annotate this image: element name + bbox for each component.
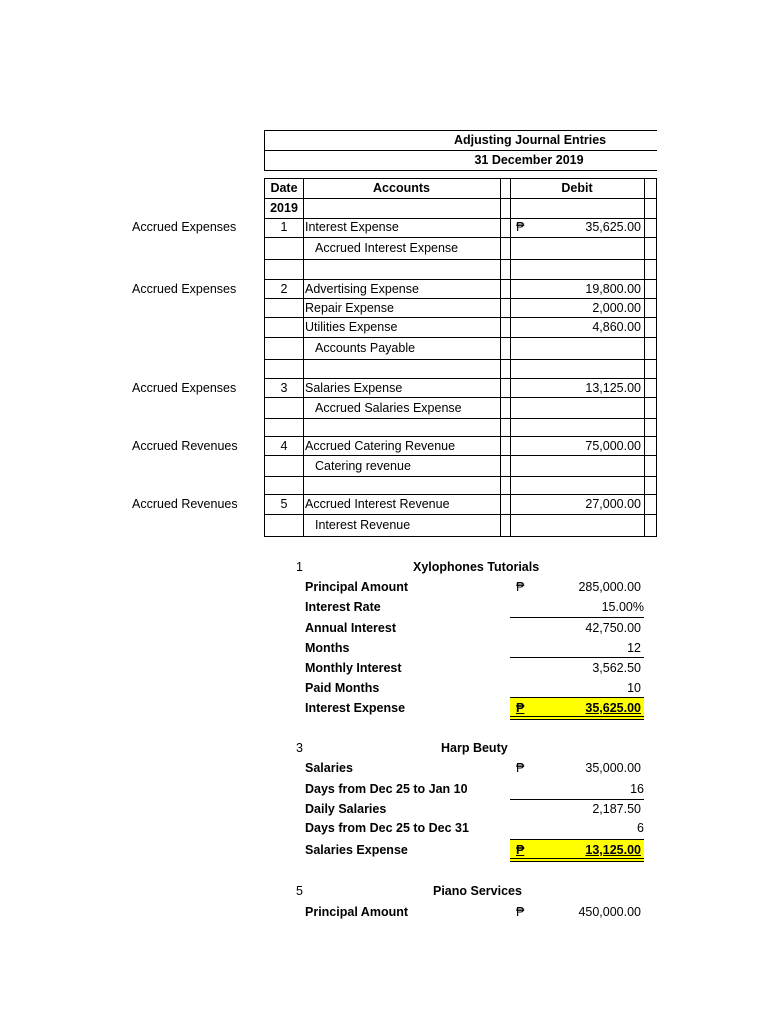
- peso-sign: ₱: [516, 580, 525, 594]
- calc-value: 450,000.00: [578, 905, 641, 919]
- header-accounts: Accounts: [373, 181, 430, 195]
- calc-label: Salaries: [305, 761, 353, 775]
- peso-sign: ₱: [516, 761, 525, 775]
- calc-result-value: 35,625.00: [585, 701, 641, 715]
- calc-result-value: 13,125.00: [585, 843, 641, 857]
- calc-label: Principal Amount: [305, 580, 409, 594]
- debit-amount: 27,000.00: [585, 497, 641, 511]
- debit-amount: 2,000.00: [592, 301, 641, 315]
- debit-amount: 75,000.00: [585, 439, 641, 453]
- debit-amount: 19,800.00: [585, 282, 641, 296]
- entry-category: Accrued Expenses: [132, 282, 237, 296]
- debit-account: Accrued Interest Revenue: [305, 497, 450, 511]
- calc-title: Xylophones Tutorials: [413, 560, 540, 574]
- calc-label: Monthly Interest: [305, 661, 402, 675]
- calc-value: 35,000.00: [585, 761, 641, 775]
- calc-value: 3,562.50: [592, 661, 641, 675]
- calc-value: 2,187.50: [592, 802, 641, 816]
- debit-account: Advertising Expense: [305, 282, 419, 296]
- calc-label: Daily Salaries: [305, 802, 387, 816]
- calc-number: 1: [296, 560, 303, 574]
- credit-account: Accrued Interest Expense: [315, 241, 459, 255]
- debit-account: Salaries Expense: [305, 381, 403, 395]
- calc-result-label: Interest Expense: [305, 701, 406, 715]
- debit-account: Utilities Expense: [305, 320, 398, 334]
- debit-amount: 13,125.00: [585, 381, 641, 395]
- entry-number: 5: [280, 497, 288, 511]
- entry-number: 3: [280, 381, 288, 395]
- peso-sign: ₱: [516, 220, 525, 234]
- header-debit: Debit: [561, 181, 593, 195]
- calc-label: Days from Dec 25 to Jan 10: [305, 782, 468, 796]
- calc-value: 285,000.00: [578, 580, 641, 594]
- year-label: 2019: [270, 201, 298, 215]
- credit-account: Accounts Payable: [315, 341, 416, 355]
- entry-number: 2: [280, 282, 288, 296]
- entry-number: 1: [280, 220, 288, 234]
- entry-category: Accrued Revenues: [132, 497, 238, 511]
- calc-label: Paid Months: [305, 681, 380, 695]
- calc-label: Months: [305, 641, 350, 655]
- calc-label: Interest Rate: [305, 600, 381, 614]
- calc-label: Annual Interest: [305, 621, 396, 635]
- credit-account: Interest Revenue: [315, 518, 411, 532]
- debit-account: Interest Expense: [305, 220, 399, 234]
- calc-number: 3: [296, 741, 303, 755]
- calc-title: Harp Beuty: [441, 741, 508, 755]
- peso-sign: ₱: [516, 701, 525, 715]
- debit-account: Accrued Catering Revenue: [305, 439, 456, 453]
- calc-result-label: Salaries Expense: [305, 843, 408, 857]
- debit-amount: 4,860.00: [592, 320, 641, 334]
- calc-value: 16: [630, 782, 644, 796]
- calc-value: 15.00%: [601, 600, 644, 614]
- calc-value: 6: [637, 821, 644, 835]
- journal-date: 31 December 2019: [474, 153, 584, 167]
- peso-sign: ₱: [516, 843, 525, 857]
- calc-label: Principal Amount: [305, 905, 409, 919]
- entry-category: Accrued Expenses: [132, 381, 237, 395]
- credit-account: Catering revenue: [315, 459, 411, 473]
- header-date: Date: [270, 181, 298, 195]
- calc-title: Piano Services: [433, 884, 522, 898]
- calc-label: Days from Dec 25 to Dec 31: [305, 821, 469, 835]
- calc-value: 12: [627, 641, 641, 655]
- debit-amount: 35,625.00: [585, 220, 641, 234]
- entry-category: Accrued Expenses: [132, 220, 237, 234]
- credit-account: Accrued Salaries Expense: [315, 401, 462, 415]
- calc-number: 5: [296, 884, 303, 898]
- peso-sign: ₱: [516, 905, 525, 919]
- entry-category: Accrued Revenues: [132, 439, 238, 453]
- journal-title: Adjusting Journal Entries: [454, 133, 607, 147]
- calc-value: 42,750.00: [585, 621, 641, 635]
- debit-account: Repair Expense: [305, 301, 394, 315]
- entry-number: 4: [280, 439, 288, 453]
- calc-value: 10: [627, 681, 641, 695]
